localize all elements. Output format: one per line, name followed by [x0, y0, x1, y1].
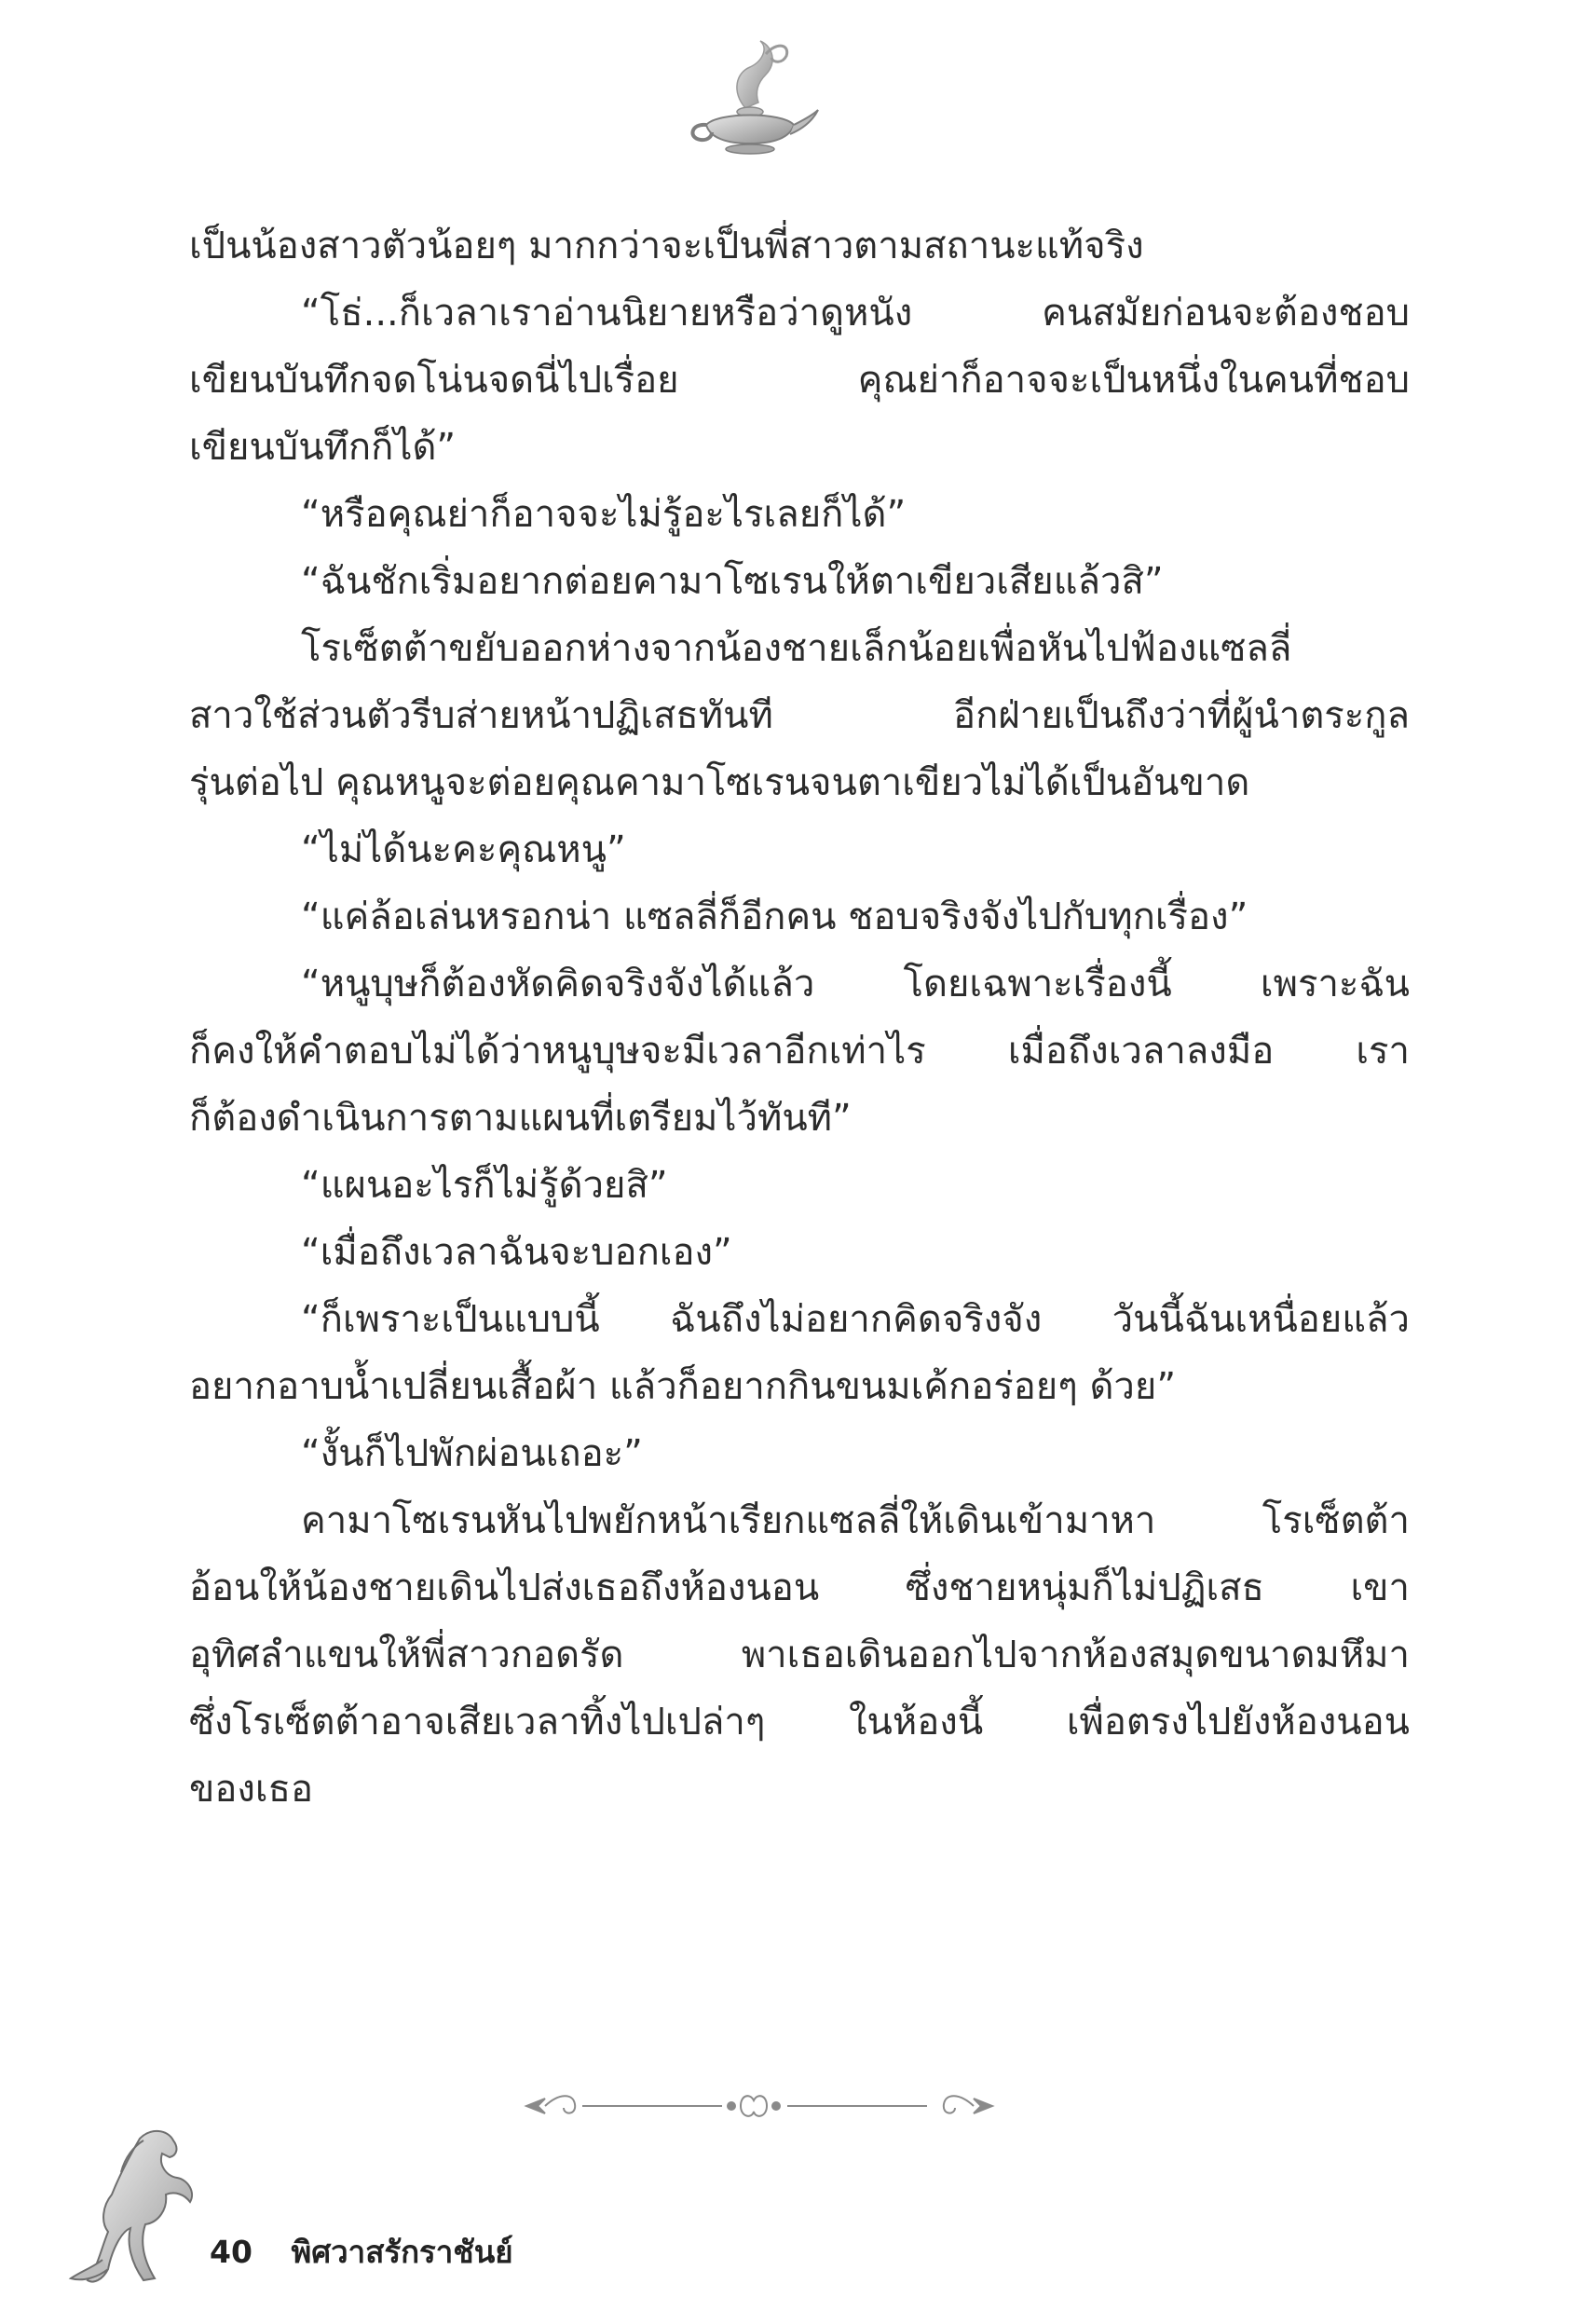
text-line: “หนูบุษก็ต้องหัดคิดจริงจังได้แล้ว โดยเฉพาะเรื่องนี้ เพราะฉัน — [301, 963, 1410, 1005]
text-line: โรเซ็ตต้าขยับออกห่างจากน้องชายเล็กน้อยเพื่อหันไปฟ้องแซลลี่ — [301, 627, 1292, 670]
text-line: เขียนบันทึกก็ได้” — [189, 426, 457, 469]
text-line: “งั้นก็ไปพักผ่อนเถอะ” — [301, 1432, 643, 1475]
text-line: เขียนบันทึกจดโน่นจดนี่ไปเรื่อย คุณย่าก็อาจจะเป็นหนึ่งในคนที่ชอบ — [189, 359, 1410, 402]
page-footer — [210, 2227, 513, 2277]
text-line: ของเธอ — [189, 1768, 314, 1811]
text-line: เป็นน้องสาวตัวน้อยๆ มากกว่าจะเป็นพี่สาวตามสถานะแท้จริง — [189, 225, 1144, 267]
text-line: “หรือคุณย่าก็อาจจะไม่รู้อะไรเลยก็ได้” — [301, 493, 907, 536]
text-line: ก็คงให้คำตอบไม่ได้ว่าหนูบุษจะมีเวลาอีกเท่าไร เมื่อถึงเวลาลงมือ เรา — [189, 1030, 1410, 1073]
rearing-horse-icon — [65, 2120, 205, 2292]
flourish-divider-icon — [517, 2087, 1002, 2125]
text-line: “ฉันชักเริ่มอยากต่อยคามาโซเรนให้ตาเขียวเสียแล้วสิ” — [301, 560, 1164, 603]
text-line: ก็ต้องดำเนินการตามแผนที่เตรียมไว้ทันที” — [189, 1097, 852, 1140]
page-number: 40 — [210, 2234, 252, 2270]
text-line: ซึ่งโรเซ็ตต้าอาจเสียเวลาทิ้งไปเปล่าๆ ในห้องนี้ เพื่อตรงไปยังห้องนอน — [189, 1701, 1410, 1744]
text-line: คามาโซเรนหันไปพยักหน้าเรียกแซลลี่ให้เดินเข้ามาหา โรเซ็ตต้า — [301, 1499, 1410, 1542]
text-line: อุทิศลำแขนให้พี่สาวกอดรัด พาเธอเดินออกไปจากห้องสมุดขนาดมหึมา — [189, 1634, 1410, 1676]
text-line: อยากอาบน้ำเปลี่ยนเสื้อผ้า แล้วก็อยากกินขนมเค้กอร่อยๆ ด้วย” — [189, 1365, 1177, 1408]
text-line: “แค่ล้อเล่นหรอกน่า แซลลี่ก็อีกคน ชอบจริงจังไปกับทุกเรื่อง” — [301, 896, 1248, 938]
text-line: อ้อนให้น้องชายเดินไปส่งเธอถึงห้องนอน ซึ่งชายหนุ่มก็ไม่ปฏิเสธ เขา — [189, 1566, 1410, 1609]
magic-lamp-icon — [680, 35, 820, 157]
body-text — [189, 212, 1410, 1823]
text-line: “แผนอะไรก็ไม่รู้ด้วยสิ” — [301, 1164, 668, 1207]
text-line: “โธ่...ก็เวลาเราอ่านนิยายหรือว่าดูหนัง คนสมัยก่อนจะต้องชอบ — [301, 292, 1410, 335]
book-title: พิศวาสรักราชันย์ — [291, 2234, 513, 2270]
text-line: รุ่นต่อไป คุณหนูจะต่อยคุณคามาโซเรนจนตาเขียวไม่ได้เป็นอันขาด — [189, 761, 1250, 804]
text-line: “ไม่ได้นะคะคุณหนู” — [301, 828, 626, 871]
text-line: “ก็เพราะเป็นแบบนี้ ฉันถึงไม่อยากคิดจริงจัง วันนี้ฉันเหนื่อยแล้ว — [301, 1298, 1410, 1341]
text-line: “เมื่อถึงเวลาฉันจะบอกเอง” — [301, 1231, 732, 1274]
text-line: สาวใช้ส่วนตัวรีบส่ายหน้าปฏิเสธทันที อีกฝ่ายเป็นถึงว่าที่ผู้นำตระกูล — [189, 694, 1410, 737]
